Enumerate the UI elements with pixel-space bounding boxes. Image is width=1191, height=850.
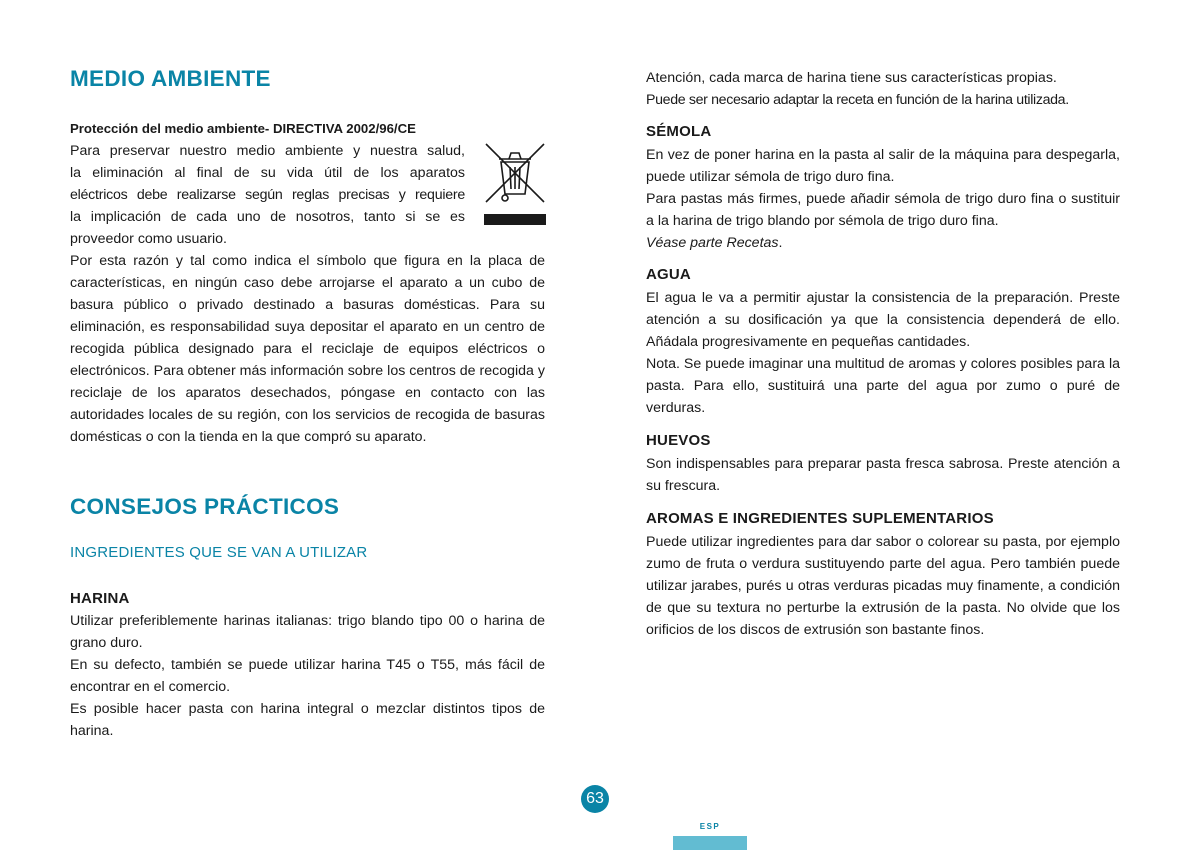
environment-line: la eliminación al final de su vida útil de los aparatos xyxy=(70,165,465,181)
crossed-out-wheelie-bin-icon xyxy=(484,142,546,226)
intro-text xyxy=(646,67,1120,111)
aromas-text xyxy=(646,531,1120,641)
semola-see-recipes xyxy=(646,232,1120,254)
consejos-heading: CONSEJOS PRÁCTICOS xyxy=(70,494,340,519)
semola-text xyxy=(646,144,1120,254)
harina-paragraph: Utilizar preferiblemente harinas italianas: trigo blando tipo 00 o harina de grano duro. xyxy=(70,613,545,651)
harina-text xyxy=(70,610,545,742)
aromas-heading: AROMAS E INGREDIENTES SUPLEMENTARIOS xyxy=(646,510,994,527)
disposal-paragraph: Por esta razón y tal como indica el símbolo que figura en la placa de características, en ningún caso debe arrojarse el aparato a un cubo de basura público o privado destinado a basuras domésticas. Para su eliminación, es responsabilidad suya depositar el aparato en un centro de recogida pública designado para el reciclaje de equipos eléctricos o electrónicos. Para obtener más información sobre los centros de recogida y reciclaje de los aparatos desechados, póngase en contacto con las autoridades locales de su región, con los servicios de recogida de basuras domésticas o con la tienda en la que compró su aparato. xyxy=(70,253,545,445)
environment-line: Para preservar nuestro medio ambiente y nuestra salud, xyxy=(70,143,465,159)
agua-heading: AGUA xyxy=(646,266,691,283)
huevos-paragraph: Son indispensables para preparar pasta fresca sabrosa. Preste atención a su frescura. xyxy=(646,456,1120,494)
medio-ambiente-heading: MEDIO AMBIENTE xyxy=(70,66,271,91)
language-label: ESP xyxy=(699,822,721,831)
harina-paragraph: En su defecto, también se puede utilizar harina T45 o T55, más fácil de encontrar en el comercio. xyxy=(70,657,545,695)
environment-paragraph-full xyxy=(70,228,545,448)
semola-paragraph: En vez de poner harina en la pasta al salir de la máquina para despegarla, puede utilizar sémola de trigo duro fina. xyxy=(646,147,1120,185)
agua-paragraph: El agua le va a permitir ajustar la consistencia de la preparación. Preste atención a su dosificación ya que la consistencia dependerá de ello. Añádala progresivamente en pequeñas cantidades. xyxy=(646,290,1120,350)
see-recipes-link-text: Véase parte Recetas xyxy=(646,235,779,251)
language-tab-bar xyxy=(673,836,747,850)
environment-line: eléctricos debe realizarse según reglas precisas y requiere xyxy=(70,187,465,203)
intro-paragraph: Puede ser necesario adaptar la receta en función de la harina utilizada. xyxy=(646,92,1069,108)
harina-paragraph: Es posible hacer pasta con harina integral o mezclar distintos tipos de harina. xyxy=(70,701,545,739)
environment-paragraph-end: proveedor como usuario. xyxy=(70,231,227,247)
intro-paragraph: Atención, cada marca de harina tiene sus características propias. xyxy=(646,70,1057,86)
environment-paragraph-narrow xyxy=(70,140,465,228)
harina-heading: HARINA xyxy=(70,590,130,607)
see-recipes-end: . xyxy=(778,235,783,251)
semola-paragraph: Para pastas más firmes, puede añadir sémola de trigo duro fina o sustituir a la harina de trigo blando por sémola de trigo duro fina. xyxy=(646,191,1120,229)
aromas-paragraph: Puede utilizar ingredientes para dar sabor o colorear su pasta, por ejemplo zumo de fruta o verdura sustituyendo parte del agua. Pero también puede utilizar jarabes, purés u otras verduras picadas muy finamente, a condición de que su textura no perturbe la extrusión de la pasta. No olvide que los orificios de los discos de extrusión son bastante finos. xyxy=(646,534,1120,638)
directive-subtitle: Protección del medio ambiente- DIRECTIVA 2002/96/CE xyxy=(70,121,416,136)
huevos-heading: HUEVOS xyxy=(646,432,711,449)
semola-heading: SÉMOLA xyxy=(646,123,712,140)
ingredients-subheading: INGREDIENTES QUE SE VAN A UTILIZAR xyxy=(70,544,368,561)
page-number-badge: 63 xyxy=(581,785,609,813)
environment-line: la implicación de cada uno de nosotros, tanto si se es xyxy=(70,209,465,225)
agua-text xyxy=(646,287,1120,419)
huevos-text xyxy=(646,453,1120,497)
agua-note: Nota. Se puede imaginar una multitud de aromas y colores posibles para la pasta. Para ello, sustituirá una parte del agua por zumo o puré de verduras. xyxy=(646,356,1120,416)
